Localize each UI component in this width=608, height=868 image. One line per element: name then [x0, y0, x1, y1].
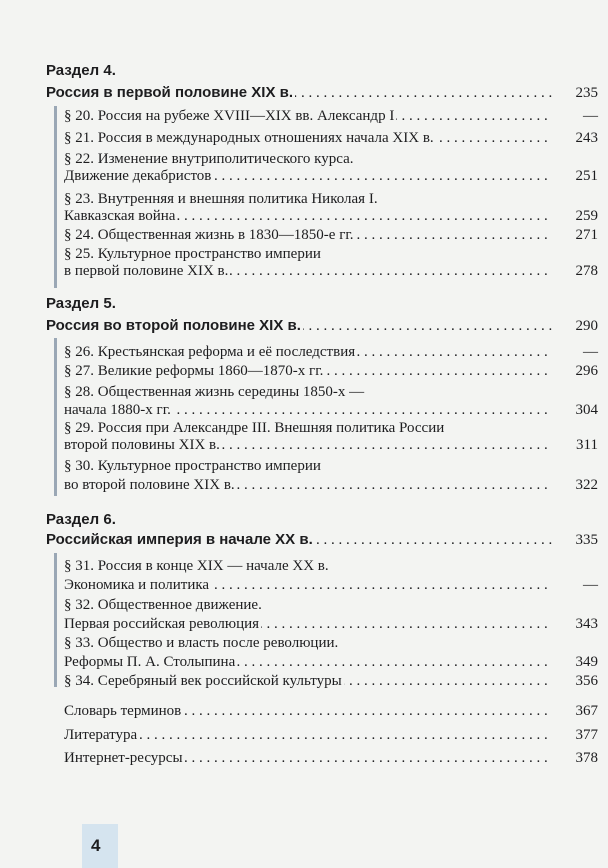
toc-entry-line: [64, 401, 548, 420]
toc-entry-text: § 29. Россия при Александре III. Внешняя политика России: [64, 420, 445, 436]
toc-entry-page: 296: [575, 363, 598, 379]
toc-entry-text: § 23. Внутренняя и внешняя политика Николая I.: [64, 191, 378, 207]
section-title-text: Российская империя в начале XX в.: [46, 531, 313, 548]
toc-entry-line: [64, 436, 548, 455]
toc-entry-line: [64, 107, 548, 126]
toc-entry-page: —: [583, 577, 598, 593]
toc-entry-line: [64, 262, 548, 281]
section-title-text: Россия во второй половине XIX в.: [46, 317, 301, 334]
toc-entry-page: 251: [575, 168, 598, 184]
section-label: Раздел 6.: [46, 511, 116, 528]
toc-entry-text: § 27. Великие реформы 1860—1870-х гг.: [64, 363, 324, 379]
toc-entry-page: —: [583, 108, 598, 124]
toc-entry-text: § 30. Культурное пространство империи: [64, 458, 321, 474]
toc-entry-text: второй половины XIX в.: [64, 437, 220, 453]
toc-entry-text: § 32. Общественное движение.: [64, 597, 262, 613]
section-page-number: 235: [575, 85, 598, 101]
section-label: Раздел 4.: [46, 62, 116, 79]
toc-entry-text: в первой половине XIX в.: [64, 263, 229, 279]
toc-entry-page: 259: [575, 208, 598, 224]
section-title: [46, 317, 554, 335]
toc-entry-line: [64, 615, 548, 634]
toc-entry-line: [64, 362, 548, 381]
toc-entry-text: § 21. Россия в международных отношениях начала XIX в.: [64, 130, 434, 146]
toc-entry-text: § 28. Общественная жизнь середины 1850-х —: [64, 384, 365, 400]
toc-entry-text: § 25. Культурное пространство империи: [64, 246, 321, 262]
toc-entry-text: § 22. Изменение внутриполитического курса.: [64, 151, 354, 167]
page-number: 4: [91, 836, 101, 855]
toc-entry-line: [64, 207, 548, 226]
toc-entry-line: [64, 383, 548, 402]
back-matter-label: Словарь терминов: [64, 703, 182, 719]
section-title: [46, 84, 554, 102]
toc-entry-line: [64, 476, 548, 495]
toc-entry-text: § 33. Общество и власть после революции.: [64, 635, 339, 651]
toc-entry-line: [64, 226, 548, 245]
section-title: [46, 531, 554, 549]
back-matter-entry: [64, 749, 548, 768]
toc-entry-text: Движение декабристов: [64, 168, 212, 184]
section-bar: [54, 553, 57, 687]
toc-entry-page: 304: [575, 402, 598, 418]
toc-entry-page: —: [583, 344, 598, 360]
back-matter-entry: [64, 726, 548, 745]
toc-entry-text: Реформы П. А. Столыпина: [64, 654, 236, 670]
back-matter-label: Литература: [64, 727, 138, 743]
toc-entry-text: во второй половине XIX в.: [64, 477, 235, 493]
back-matter-label: Интернет-ресурсы: [64, 750, 183, 766]
toc-entry-text: § 20. Россия на рубеже XVIII—XIX вв. Александр I: [64, 108, 395, 124]
toc-entry-line: [64, 129, 548, 148]
back-matter-page: 378: [575, 750, 598, 766]
toc-entry-text: Первая российская революция: [64, 616, 260, 632]
back-matter-entry: [64, 702, 548, 721]
toc-entry-text: Кавказская война: [64, 208, 176, 224]
back-matter-page: 377: [575, 727, 598, 743]
toc-entry-text: начала 1880-х гг.: [64, 402, 171, 418]
toc-entry-text: Экономика и политика: [64, 577, 210, 593]
toc-entry-page: 311: [576, 437, 598, 453]
section-page-number: 335: [575, 532, 598, 548]
toc-entry-line: [64, 557, 548, 576]
back-matter-page: 367: [575, 703, 598, 719]
section-bar: [54, 338, 57, 496]
toc-entry-line: [64, 672, 548, 691]
toc-entry-page: 356: [575, 673, 598, 689]
toc-entry-line: [64, 653, 548, 672]
section-bar: [54, 106, 57, 288]
toc-entry-line: [64, 576, 548, 595]
toc-entry-text: § 24. Общественная жизнь в 1830—1850-е гг.: [64, 227, 354, 243]
toc-entry-line: [64, 596, 548, 615]
toc-entry-page: 271: [575, 227, 598, 243]
section-page-number: 290: [575, 318, 598, 334]
toc-entry-line: [64, 457, 548, 476]
toc-entry-page: 349: [575, 654, 598, 670]
toc-entry-page: 243: [575, 130, 598, 146]
section-title-text: Россия в первой половине XIX в.: [46, 84, 294, 101]
toc-entry-page: 343: [575, 616, 598, 632]
toc-entry-page: 278: [575, 263, 598, 279]
toc-entry-text: § 31. Россия в конце XIX — начале XX в.: [64, 558, 329, 574]
toc-entry-text: § 34. Серебряный век российской культуры: [64, 673, 342, 689]
toc-entry-line: [64, 167, 548, 186]
toc-entry-line: [64, 634, 548, 653]
toc-entry-page: 322: [575, 477, 598, 493]
section-label: Раздел 5.: [46, 295, 116, 312]
toc-entry-text: § 26. Крестьянская реформа и её последствия: [64, 344, 356, 360]
toc-entry-line: [64, 343, 548, 362]
